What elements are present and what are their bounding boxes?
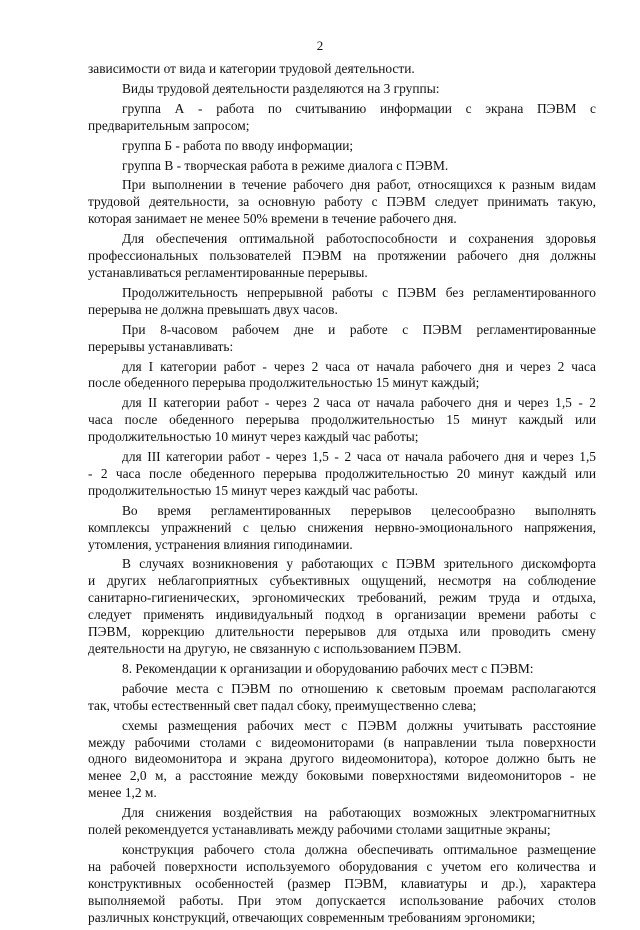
text-line: группа В - творческая работа в режиме диалога с ПЭВМ.	[122, 157, 449, 173]
text-line: комплексы упражнений с целью снижения нервно-эмоционального напряжения,	[88, 519, 596, 535]
page-number: 2	[316, 38, 324, 53]
text-line: устанавливаться регламентированные перерывы.	[88, 264, 368, 280]
text-line: продолжительностью 15 минут через каждый час работы.	[88, 482, 419, 498]
paragraph	[88, 661, 596, 678]
text-line: зависимости от вида и категории трудовой деятельности.	[88, 61, 415, 76]
text-line: одного видеомонитора и экрана другого видеомонитора), которое должно быть не	[88, 751, 596, 767]
paragraph	[88, 138, 596, 155]
text-line: ПЭВМ, коррекцию длительности перерывов для отдыха или проводить смену	[88, 624, 596, 640]
text-line: предварительным запросом;	[88, 117, 250, 133]
text-line: и других неблагоприятных субъективных ощущений, несмотря на соблюдение	[88, 573, 596, 589]
text-line: менее 2,0 м, а расстояние между боковыми поверхностями видеомониторов - не	[88, 768, 596, 784]
text-line: менее 1,2 м.	[88, 785, 157, 801]
text-line: группа А - работа по считыванию информации с экрана ПЭВМ с	[122, 100, 596, 116]
text-line: следует применять индивидуальный подход в организации времени работы с	[88, 607, 596, 623]
text-line: трудовой деятельности, за основную работу с ПЭВМ следует принимать такую,	[88, 194, 596, 210]
paragraph	[88, 503, 596, 554]
text-line: часа после обеденного перерыва продолжительностью 15 минут каждый или	[88, 412, 596, 428]
paragraph	[88, 718, 596, 803]
paragraph	[88, 395, 596, 446]
text-line: деятельности на другую, не связанную с использованием ПЭВМ.	[88, 641, 462, 656]
text-line: Виды трудовой деятельности разделяются на 3 группы:	[122, 80, 440, 96]
text-line: утомления, устранения влияния гиподинамии.	[88, 536, 353, 552]
text-line: для I категории работ - через 2 часа от начала рабочего дня и через 2 часа	[122, 358, 596, 374]
paragraph	[88, 359, 596, 393]
text-line: после обеденного перерыва продолжительностью 15 минут каждый;	[88, 375, 480, 391]
text-line: Во время регламентированных перерывов целесообразно выполнять	[122, 502, 596, 518]
text-line: на рабочей поверхности используемого оборудования с учетом его количества и	[88, 858, 596, 874]
text-line: выполняемой работы. При этом допускается использование рабочих столов	[88, 892, 596, 908]
text-line: перерывы устанавливать:	[88, 338, 234, 354]
paragraph	[88, 61, 596, 78]
text-line: При 8-часовом рабочем дне и работе с ПЭВМ регламентированные	[122, 321, 596, 337]
text-line: для III категории работ - через 1,5 - 2 часа от начала рабочего дня и через 1,5	[122, 449, 596, 465]
text-line: 8. Рекомендации к организации и оборудованию рабочих мест с ПЭВМ:	[122, 660, 534, 676]
text-line: конструкция рабочего стола должна обеспечивать оптимальное размещение	[122, 841, 596, 857]
text-line: которая занимает не менее 50% времени в течение рабочего дня.	[88, 211, 457, 227]
paragraph	[88, 556, 596, 657]
text-line: рабочие места с ПЭВМ по отношению к световым проемам располагаются	[122, 680, 596, 696]
text-line: - 2 часа после обеденного перерыва продолжительностью 20 минут каждый или	[88, 465, 596, 481]
text-line: конструктивных особенностей (размер ПЭВМ, клавиатуры и др.), характера	[88, 875, 596, 891]
text-line: схемы размещения рабочих мест с ПЭВМ должны учитывать расстояние	[122, 717, 596, 733]
text-line: группа Б - работа по вводу информации;	[122, 137, 354, 153]
paragraph	[88, 285, 596, 319]
text-line: так, чтобы естественный свет падал сбоку, преимущественно слева;	[88, 697, 477, 713]
text-line: Продолжительность непрерывной работы с ПЭВМ без регламентированного	[122, 284, 596, 300]
paragraph	[88, 681, 596, 715]
text-line: санитарно-гигиенических, эргономических требований, режим труда и отдыха,	[88, 590, 596, 606]
paragraph	[88, 842, 596, 927]
text-line: различных конструкций, отвечающих современным требованиям эргономики;	[88, 909, 536, 925]
text-line: В случаях возникновения у работающих с ПЭВМ зрительного дискомфорта	[122, 556, 596, 572]
text-line: При выполнении в течение рабочего дня работ, относящихся к разным видам	[122, 177, 596, 193]
text-line: Для снижения воздействия на работающих возможных электромагнитных	[122, 805, 596, 821]
document-body	[88, 61, 596, 930]
text-line: Для обеспечения оптимальной работоспособности и сохранения здоровья	[122, 231, 596, 247]
paragraph	[88, 322, 596, 356]
text-line: между рабочими столами с видеомониторами (в направлении тыла поверхности	[88, 734, 596, 750]
text-line: перерыва не должна превышать двух часов.	[88, 301, 338, 317]
text-line: продолжительностью 10 минут через каждый час работы;	[88, 429, 419, 445]
text-line: полей рекомендуется устанавливать между рабочими столами защитные экраны;	[88, 822, 551, 838]
text-line: профессиональных пользователей ПЭВМ на протяжении рабочего дня должны	[88, 248, 596, 264]
paragraph	[88, 805, 596, 839]
paragraph	[88, 231, 596, 282]
text-line: для II категории работ - через 2 часа от начала рабочего дня и через 1,5 - 2	[122, 395, 596, 411]
paragraph	[88, 101, 596, 135]
paragraph	[88, 158, 596, 175]
paragraph	[88, 177, 596, 228]
paragraph	[88, 81, 596, 98]
paragraph	[88, 449, 596, 500]
